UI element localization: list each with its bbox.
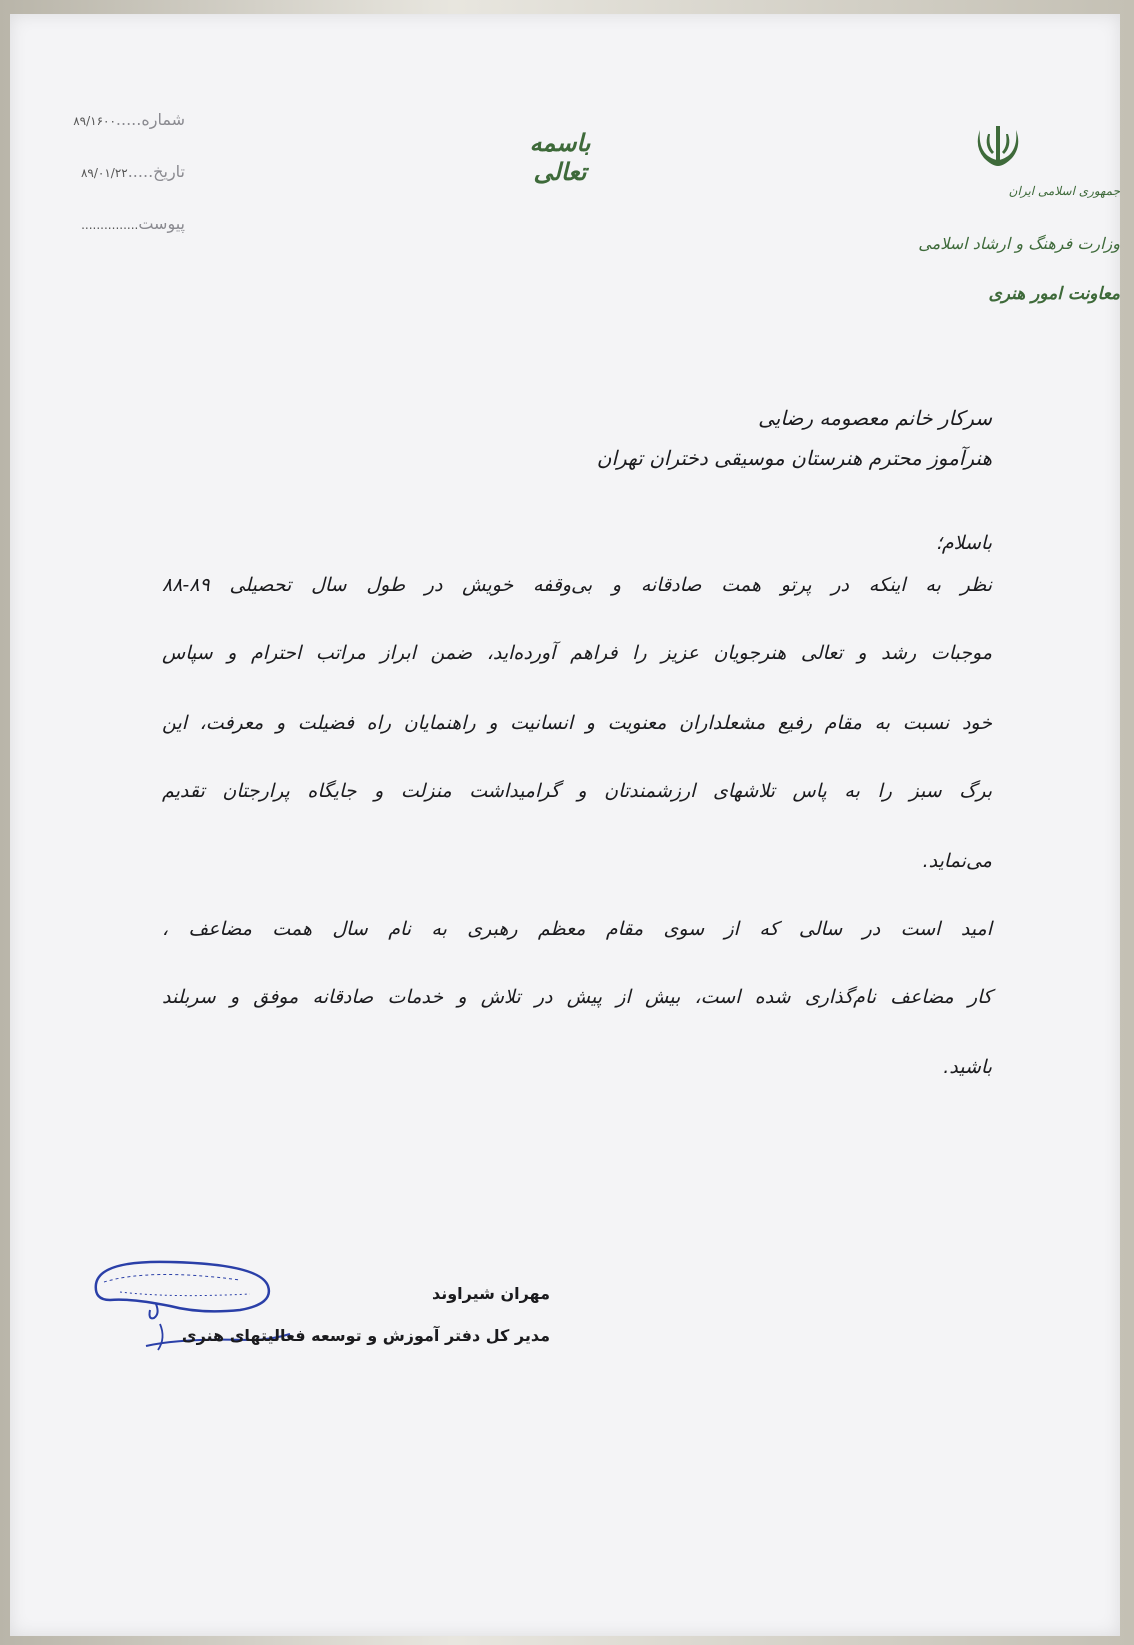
recipient-name: سرکار خانم معصومه رضایی [758, 406, 992, 430]
org-ministry: وزارت فرهنگ و ارشاد اسلامی [918, 234, 1120, 253]
greeting: باسلام؛ [935, 532, 992, 554]
number-value: ۸۹/۱۶۰۰ [73, 114, 116, 128]
signer-name: مهران شیراوند [431, 1284, 550, 1303]
signature-stamp-icon [90, 1254, 300, 1364]
org-country: جمهوری اسلامی ایران [1008, 184, 1120, 198]
signer-title: مدیر کل دفتر آموزش و توسعه فعالیتهای هنری [181, 1326, 550, 1345]
bismillah-heading: باسمه تعالی [529, 128, 591, 186]
paragraph2-line2: کار مضاعف نام‌گذاری شده است، بیش از پیش در تلاش و خدمات صادقانه موفق و سربلند [162, 986, 992, 1008]
paragraph1-line4: برگ سبز را به پاس تلاشهای ارزشمندتان و گرامیداشت منزلت و جایگاه پرارجتان تقدیم [162, 780, 992, 802]
emblem-icon [972, 122, 1024, 170]
paragraph2-line1: امید است در سالی که از سوی مقام معظم رهبری به نام سال همت مضاعف ، [162, 918, 992, 940]
paragraph2-line3: باشید. [943, 1056, 992, 1078]
org-deputy: معاونت امور هنری [988, 284, 1120, 304]
letter-number: شماره.....۸۹/۱۶۰۰ [73, 110, 185, 129]
date-label: تاریخ [153, 162, 185, 181]
paragraph1-line1: نظر به اینکه در پرتو همت صادقانه و بی‌وقفه خویش در طول سال تحصیلی ۸۹-۸۸ [162, 574, 992, 596]
attachment-value: ............... [81, 218, 139, 232]
paragraph1-line3: خود نسبت به مقام رفیع مشعلداران معنویت و انسانیت و راهنمایان راه فضیلت و معرفت، این [162, 712, 992, 734]
letter-attachment [35, 214, 185, 233]
paragraph1-line5: می‌نماید. [922, 850, 992, 872]
recipient-role: هنرآموز محترم هنرستان موسیقی دختران تهران [596, 446, 992, 470]
date-value: ۸۹/۰۱/۲۲ [80, 166, 128, 180]
attachment-label: پیوست [138, 214, 185, 233]
letter-paper [10, 14, 1120, 1636]
paragraph1-line2: موجبات رشد و تعالی هنرجویان عزیز را فراهم آورده‌اید، ضمن ابراز مراتب احترام و سپاس [162, 642, 992, 664]
letter-date: تاریخ.....۸۹/۰۱/۲۲ [80, 162, 185, 181]
number-label: شماره [141, 110, 185, 129]
